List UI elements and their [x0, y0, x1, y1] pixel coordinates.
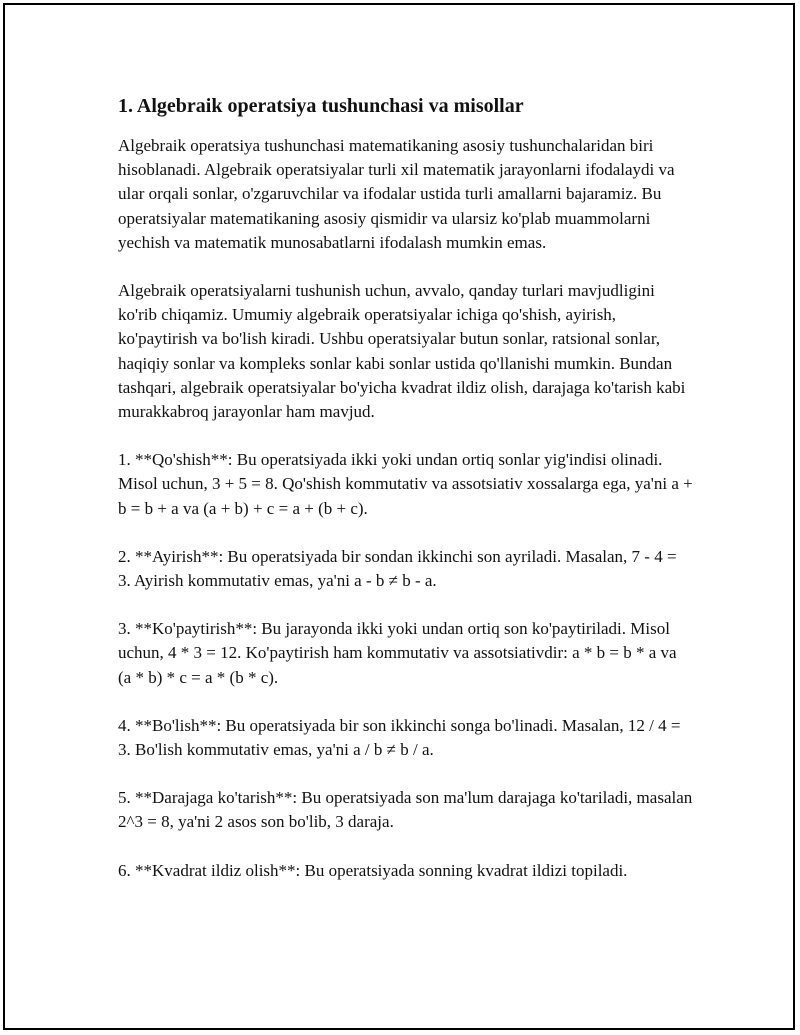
document-body — [118, 92, 693, 907]
list-item-multiplication: 3. **Ko'paytirish**: Bu jarayonda ikki yoki undan ortiq son ko'paytiriladi. Misol uchun, 4 * 3 = 12. Ko'paytirish ham kommutativ va assotsiativdir: a * b = b * a va (a * b) * c = a * (b * c). — [118, 619, 677, 687]
list-item-square-root: 6. **Kvadrat ildiz olish**: Bu operatsiyada sonning kvadrat ildizi topiladi. — [118, 860, 628, 880]
list-item-addition: 1. **Qo'shish**: Bu operatsiyada ikki yoki undan ortiq sonlar yig'indisi olinadi. Misol uchun, 3 + 5 = 8. Qo'shish kommutativ va assotsiativ xossalarga ega, ya'ni a + b = b + a va (a + b) + c = a + (b + c). — [118, 450, 693, 518]
list-item-division: 4. **Bo'lish**: Bu operatsiyada bir son ikkinchi songa bo'linadi. Masalan, 12 / 4 = 3. Bo'lish kommutativ emas, ya'ni a / b ≠ b / a. — [118, 715, 681, 760]
paragraph-types: Algebraik operatsiyalarni tushunish uchun, avvalo, qanday turlari mavjudligini ko'rib chiqamiz. Umumiy algebraik operatsiyalar ichiga qo'shish, ayirish, ko'paytirish va bo'lish kiradi. Ushbu operatsiyalar butun sonlar, ratsional sonlar, haqiqiy sonlar va kompleks sonlar kabi sonlar ustida qo'llanishi mumkin. Bundan tashqari, algebraik operatsiyalar bo'yicha kvadrat ildiz olish, darajaga ko'tarish kabi murakkabroq jarayonlar ham mavjud. — [118, 281, 686, 422]
list-item-subtraction: 2. **Ayirish**: Bu operatsiyada bir sondan ikkinchi son ayriladi. Masalan, 7 - 4 = 3. Ayirish kommutativ emas, ya'ni a - b ≠ b - a. — [118, 546, 677, 591]
list-item-exponentiation: 5. **Darajaga ko'tarish**: Bu operatsiyada son ma'lum darajaga ko'tariladi, masalan 2^3 = 8, ya'ni 2 asos son bo'lib, 3 daraja. — [118, 788, 693, 832]
paragraph-intro: Algebraik operatsiya tushunchasi matematikaning asosiy tushunchalaridan biri hisoblanadi. Algebraik operatsiyalar turli xil matematik jarayonlarni ifodalaydi va ular orqali sonlar, o'zgaruvchilar va ifodalar ustida turli amallarni bajaramiz. Bu operatsiyalar matematikaning asosiy qismidir va ularsiz ko'plab muammolarni yechish va matematik munosabatlarni ifodalash mumkin emas. — [118, 136, 675, 252]
document-title: 1. Algebraik operatsiya tushunchasi va misollar — [118, 95, 524, 117]
